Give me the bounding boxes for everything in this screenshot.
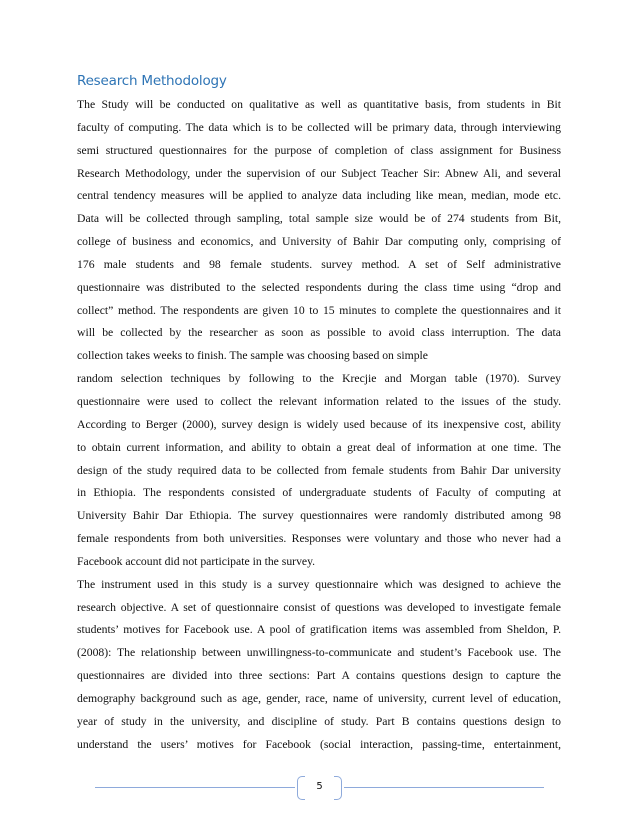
text-line: Facebook account did not participate in the survey. — [77, 554, 316, 568]
footer-rule-left — [95, 787, 295, 788]
text-line: semi structured questionnaires for the purpose of completion of class assignment for Business — [77, 143, 561, 157]
text-line: in Ethiopia. The respondents consisted of undergraduate students of Faculty of computing at — [77, 486, 561, 500]
text-line: (2008): The relationship between unwillingness-to-communicate and student’s Facebook use. The — [77, 646, 561, 660]
text-line: collection takes weeks to finish. The sample was choosing based on simple — [77, 349, 428, 363]
body-text — [77, 94, 561, 756]
text-line: college of business and economics, and University of Bahir Dar computing only, comprising of — [77, 235, 561, 249]
text-line: research objective. A set of questionnaire consist of questions was developed to investigate female — [77, 600, 561, 614]
text-line: demography background such as age, gender, race, name of university, current level of education, — [77, 691, 561, 705]
text-line: collect” method. The respondents are given 10 to 15 minutes to complete the questionnaires and it — [77, 303, 561, 317]
text-line: faculty of computing. The data which is to be collected will be primary data, through interviewing — [77, 120, 561, 134]
page-number: 5 — [316, 781, 323, 792]
text-line: to obtain current information, and ability to obtain a great deal of information at one time. The — [77, 440, 561, 454]
footer-bracket-right — [334, 776, 342, 800]
text-line: questionnaire were used to collect the relevant information related to the issues of the study. — [77, 394, 561, 408]
text-line: The instrument used in this study is a survey questionnaire which was designed to achieve the — [77, 577, 561, 591]
text-line: The Study will be conducted on qualitative as well as quantitative basis, from students in Bit — [77, 98, 561, 111]
text-line: According to Berger (2000), survey design is widely used because of its inexpensive cost, ability — [77, 417, 561, 431]
text-line: questionnaires are divided into three sections: Part A contains questions design to capture the — [77, 669, 561, 683]
text-line: central tendency measures will be applied to analyze data including like mean, median, mode etc. — [77, 189, 561, 203]
text-line: female respondents from both universities. Responses were voluntary and those who never had a — [77, 532, 561, 546]
text-line: questionnaire was distributed to the selected respondents during the class time using “drop and — [77, 280, 561, 294]
text-line: University Bahir Dar Ethiopia. The survey questionnaires were randomly distributed among 98 — [77, 509, 561, 523]
section-heading: Research Methodology — [77, 73, 227, 89]
text-line: random selection techniques by following to the Krecjie and Morgan table (1970). Survey — [77, 372, 561, 386]
text-line: Research Methodology, under the supervision of our Subject Teacher Sir: Abnew Ali, and several — [77, 166, 561, 180]
text-line: students’ motives for Facebook use. A pool of gratification items was assembled from Sheldon, P. — [77, 623, 561, 637]
text-line: will be collected by the researcher as soon as possible to avoid class interruption. The data — [77, 326, 561, 340]
text-line: Data will be collected through sampling, total sample size would be of 274 students from Bit, — [77, 212, 561, 226]
footer-bracket-left — [297, 776, 305, 800]
text-line: understand the users’ motives for Facebook (social interaction, passing-time, entertainment, — [77, 737, 561, 751]
text-line: 176 male students and 98 female students. survey method. A set of Self administrative — [77, 257, 561, 271]
footer-rule-right — [344, 787, 544, 788]
text-line: design of the study required data to be collected from female students from Bahir Dar university — [77, 463, 561, 477]
text-line: year of study in the university, and discipline of study. Part B contains questions design to — [77, 714, 561, 728]
